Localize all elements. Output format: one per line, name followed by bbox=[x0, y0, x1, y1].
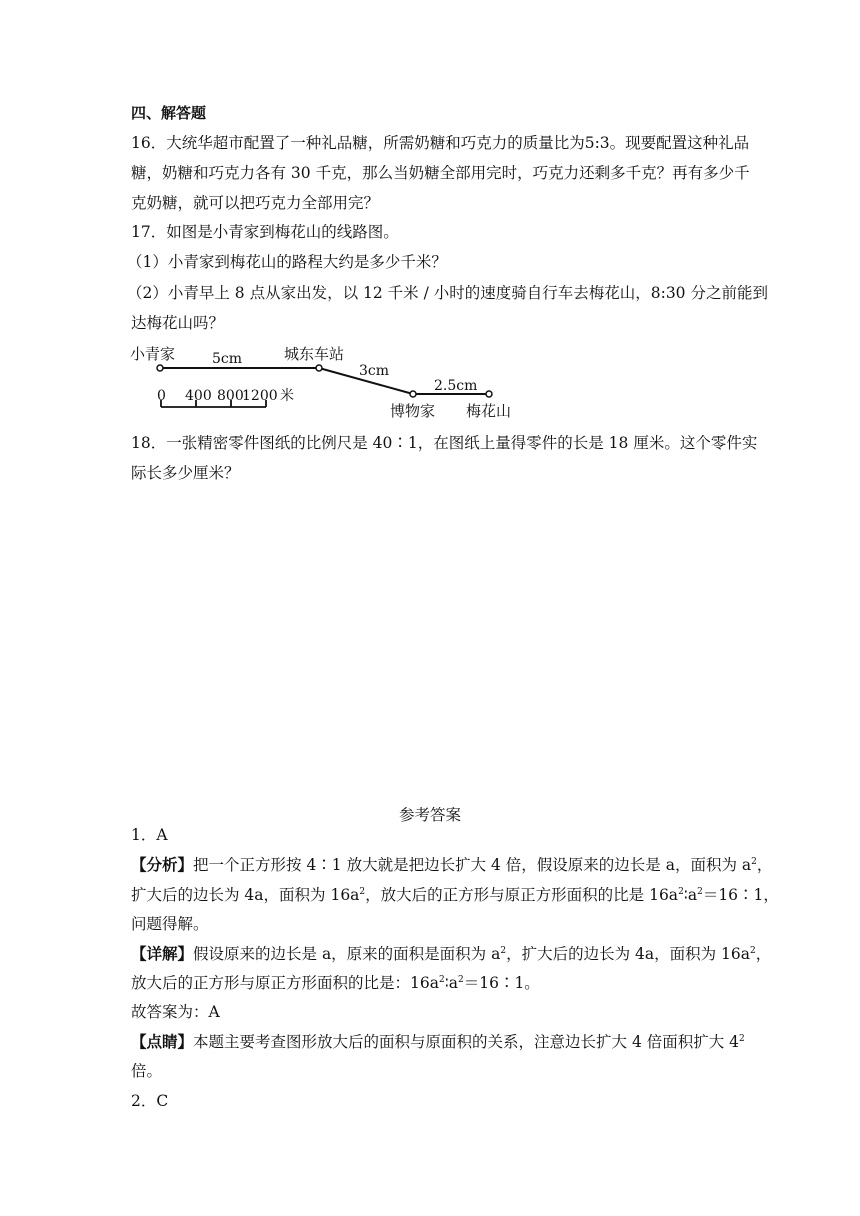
analysis-line2 bbox=[131, 885, 779, 905]
detail-tag: 【详解】 bbox=[131, 945, 194, 963]
q16-line3: 克奶糖，就可以把巧克力全部用完？ bbox=[131, 194, 380, 212]
museum-point bbox=[410, 391, 416, 397]
scale-label-0: 0 bbox=[157, 388, 166, 404]
q16-line2: 糖，奶糖和巧克力各有 30 千克，那么当奶糖全部用完时，巧克力还剩多千克？再有多少千 bbox=[131, 164, 750, 182]
comment-text-1a: 本题主要考查图形放大后的面积与原面积的关系，注意边长扩大 4 倍面积扩大 4 bbox=[193, 1033, 740, 1051]
home-point bbox=[157, 365, 163, 371]
analysis-text-1a: 把一个正方形按 4∶1 放大就是把边长扩大 4 倍，假设原来的边长是 a，面积为 a bbox=[193, 856, 752, 874]
seg3-label: 2.5cm bbox=[434, 378, 478, 394]
detail-text-1b: ，扩大后的边长为 4a，面积为 16a bbox=[506, 945, 751, 963]
detail-line2 bbox=[131, 973, 540, 993]
answers-title: 参考答案 bbox=[398, 806, 461, 824]
detail-text-1c: ， bbox=[755, 945, 772, 963]
comment-line1 bbox=[131, 1032, 745, 1052]
q16-line1: 16．大统华超市配置了一种礼品糖，所需奶糖和巧克力的质量比为5:3。现要配置这种礼品 bbox=[131, 134, 750, 152]
route-map bbox=[125, 340, 525, 422]
answer-2: 2．C bbox=[131, 1092, 169, 1110]
station-point bbox=[316, 365, 322, 371]
analysis-text-2d: ＝16∶1， bbox=[702, 886, 779, 904]
analysis-text-2a: 扩大后的边长为 4a，面积为 16a bbox=[131, 886, 360, 904]
q17-sub2-line2: 达梅花山吗？ bbox=[131, 314, 225, 332]
comment-tag: 【点睛】 bbox=[131, 1033, 194, 1051]
q18-line2: 际长多少厘米？ bbox=[131, 464, 240, 482]
superscript: 2 bbox=[751, 856, 757, 867]
superscript: 2 bbox=[739, 1033, 745, 1044]
superscript: 2 bbox=[678, 886, 684, 897]
q17-sub1: （1）小青家到梅花山的路程大约是多少千米？ bbox=[127, 253, 447, 271]
station-label: 城东车站 bbox=[284, 345, 345, 363]
detail-text-1a: 假设原来的边长是 a，原来的面积是面积为 a bbox=[193, 945, 501, 963]
scale-unit: 米 bbox=[280, 388, 294, 404]
superscript: 2 bbox=[697, 886, 703, 897]
seg1-label: 5cm bbox=[212, 351, 243, 367]
q17-sub2-line1: （2）小青早上 8 点从家出发，以 12 千米 / 小时的速度骑自行车去梅花山，8:30 分之前能到 bbox=[127, 284, 768, 302]
home-label: 小青家 bbox=[130, 345, 176, 363]
section-heading: 四、解答题 bbox=[131, 104, 207, 122]
mountain-point bbox=[486, 391, 492, 397]
conclusion: 故答案为：A bbox=[131, 1003, 220, 1021]
answer-1: 1．A bbox=[131, 826, 168, 844]
analysis-text-1b: ， bbox=[756, 856, 773, 874]
scale-label-400: 400 bbox=[185, 388, 212, 404]
analysis-line3: 问题得解。 bbox=[131, 915, 209, 933]
q17-line1: 17．如图是小青家到梅花山的线路图。 bbox=[131, 223, 399, 241]
superscript: 2 bbox=[457, 974, 464, 985]
seg2-label: 3cm bbox=[359, 363, 390, 379]
superscript: 2 bbox=[438, 974, 445, 985]
analysis-tag: 【分析】 bbox=[131, 856, 194, 874]
comment-line2: 倍。 bbox=[131, 1062, 163, 1080]
detail-text-2c: ＝16∶1。 bbox=[463, 974, 540, 992]
analysis-line1 bbox=[131, 855, 772, 875]
mountain-label: 梅花山 bbox=[466, 402, 512, 420]
scale-label-1200: 1200 bbox=[242, 388, 278, 404]
superscript: 2 bbox=[359, 886, 366, 897]
q18-line1: 18．一张精密零件图纸的比例尺是 40∶1，在图纸上量得零件的长是 18 厘米。这个零件实 bbox=[131, 434, 758, 452]
scale-label-800: 800 bbox=[217, 388, 244, 404]
analysis-text-2c: ∶a bbox=[683, 886, 698, 904]
analysis-text-2b: ，放大后的正方形与原正方形面积的比是 16a bbox=[365, 886, 679, 904]
detail-text-2b: ∶a bbox=[444, 974, 458, 992]
detail-text-2a: 放大后的正方形与原正方形面积的比是：16a bbox=[131, 974, 439, 992]
superscript: 2 bbox=[500, 945, 507, 956]
superscript: 2 bbox=[750, 945, 756, 956]
museum-label: 博物家 bbox=[390, 402, 436, 420]
detail-line1 bbox=[131, 944, 771, 964]
